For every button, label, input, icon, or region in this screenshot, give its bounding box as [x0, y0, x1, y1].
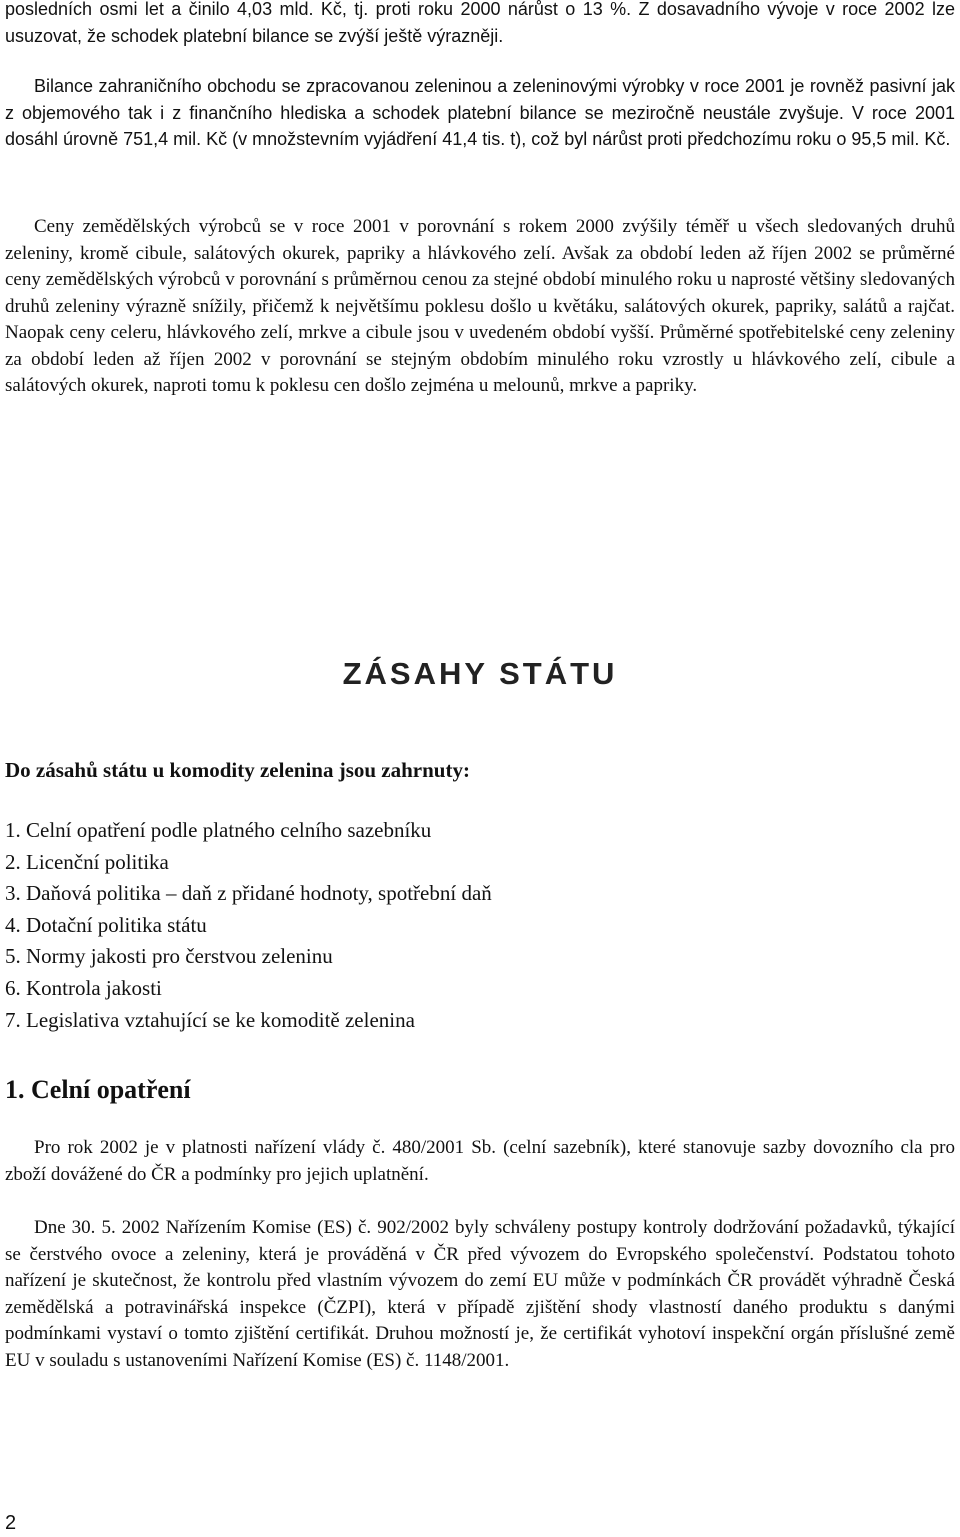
paragraph-commission-regulation: Dne 30. 5. 2002 Nařízením Komise (ES) č. 902/2002 byly schváleny postupy kontroly dodržování požadavků, týkající se čerstvého ovoce a zeleniny, která je prováděná v ČR před vývozem do Evropského společenství. Podstatou tohoto nařízení je skutečnost, že kontrolu před vlastním vývozem do zemí EU může v podmínkách ČR provádět výhradně Česká zemědělská a potravinářská inspekce (ČZPI), která v případě zjištění shody vlastností daného produktu s danými podmínkami vystaví o tomto zjištění certifikát. Druhou možností je, že certifikát vyhotoví inspekční orgán příslušné země EU v souladu s ustanoveními Nařízení Komise (ES) č. 1148/2001. — [5, 1217, 955, 1371]
section-title: ZÁSAHY STÁTU — [342, 656, 618, 691]
list-item: 3. Daňová politika – daň z přidané hodnoty, spotřební daň — [5, 881, 492, 906]
list-item: 5. Normy jakosti pro čerstvou zeleninu — [5, 944, 333, 969]
list-item: 7. Legislativa vztahující se ke komoditě zelenina — [5, 1007, 415, 1032]
list-item: 4. Dotační politika státu — [5, 912, 207, 937]
list-item: 6. Kontrola jakosti — [5, 975, 162, 1000]
list-item: 2. Licenční politika — [5, 849, 169, 874]
paragraph-processed-vegetables: Bilance zahraničního obchodu se zpracovanou zeleninou a zeleninovými výrobky v roce 2001 je rovněž pasivní jak z objemového tak i z finančního hlediska a schodek platební bilance se meziročně neustále zvyšuje. V roce 2001 dosáhl úrovně 751,4 mil. Kč (v množstevním vyjádření 41,4 tis. t), což byl nárůst proti předchozímu roku o 95,5 mil. Kč. — [5, 76, 955, 149]
paragraph-customs-tariff: Pro rok 2002 je v platnosti nařízení vlády č. 480/2001 Sb. (celní sazebník), které stanovuje sazby dovozního cla pro zboží dovážené do ČR a podmínky pro jejich uplatnění. — [5, 1137, 955, 1185]
paragraph-trade-balance-end: posledních osmi let a činilo 4,03 mld. Kč, tj. proti roku 2000 nárůst o 13 %. Z dosavadního vývoje v roce 2002 lze usuzovat, že schodek platební bilance se zvýší ještě výrazněji. — [5, 0, 955, 46]
section-heading-customs: 1. Celní opatření — [5, 1075, 191, 1104]
paragraph-producer-prices: Ceny zemědělských výrobců se v roce 2001 v porovnání s rokem 2000 zvýšily téměř u všech sledovaných druhů zeleniny, kromě cibule, salátových okurek, papriky a hlávkového zelí. Avšak za období leden až říjen 2002 se průměrné ceny zemědělských výrobců v porovnání s průměrnou cenou za stejné období minulého roku u naprosté většiny sledovaných druhů zeleniny výrazně snížily, přičemž k největšímu poklesu došlo u květáku, salátových okurek, papriky, salátů a rajčat. Naopak ceny celeru, hlávkového zelí, mrkve a cibule jsou v uvedeném období vyšší. Průměrné spotřebitelské ceny zeleniny za období leden až říjen 2002 v porovnání se stejným obdobím minulého roku vzrostly u hlávkového zelí, cibule a salátových okurek, naproti tomu k poklesu cen došlo zejména u melounů, mrkve a papriky. — [5, 216, 955, 396]
list-item: 1. Celní opatření podle platného celního sazebníku — [5, 818, 432, 842]
interventions-list — [5, 815, 492, 1036]
subheading: Do zásahů státu u komodity zelenina jsou zahrnuty: — [5, 758, 470, 782]
page-number: 2 — [5, 1512, 17, 1534]
